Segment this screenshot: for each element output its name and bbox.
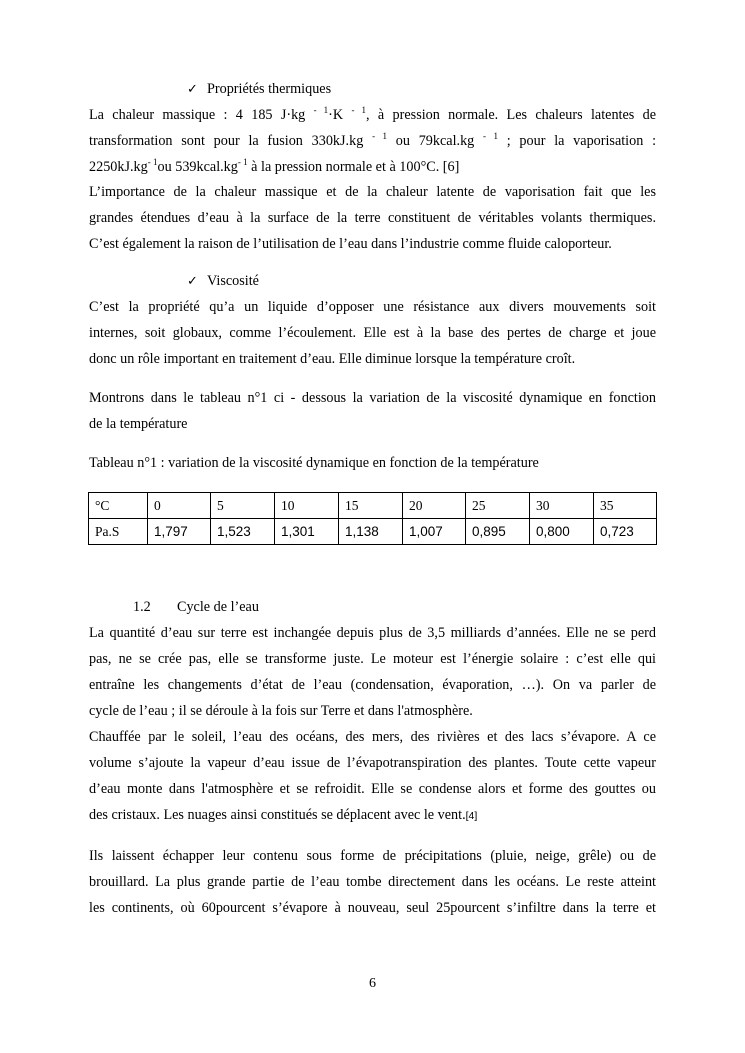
cycle-p3-line3: les continents, où 60pourcent s’évapore à nouveau, seul 25pourcent s’infiltre dans la terre et: [89, 900, 656, 916]
table-cell: 10: [275, 493, 339, 519]
cycle-p1-line2: pas, ne se crée pas, elle se transforme juste. Le moteur est l’énergie solaire : c’est elle qui: [89, 651, 656, 667]
thermal-heading: ✓ Propriétés thermiques: [187, 81, 332, 97]
citation-ref: [4]: [465, 810, 478, 822]
table-cell: 0,895: [466, 519, 530, 545]
cycle-p3-line2: brouillard. La plus grande partie de l’eau tombe directement dans les océans. Le reste atteint: [89, 874, 656, 890]
table-cell: 0,723: [594, 519, 657, 545]
checkmark-icon: ✓: [187, 274, 198, 289]
table-cell: 1,523: [211, 519, 275, 545]
section-number: 1.2: [133, 599, 151, 615]
table-caption: Tableau n°1 : variation de la viscosité dynamique en fonction de la température: [89, 455, 539, 471]
table-cell: 30: [530, 493, 594, 519]
table-cell: 5: [211, 493, 275, 519]
cycle-p1-line4: cycle de l’eau ; il se déroule à la fois sur Terre et dans l'atmosphère.: [89, 703, 473, 719]
thermal-p2-line1: L’importance de la chaleur massique et de la chaleur latente de vaporisation fait que les: [89, 184, 656, 200]
viscosity-table: [88, 492, 657, 545]
table-cell: 0: [148, 493, 211, 519]
checkmark-icon: ✓: [187, 82, 198, 97]
thermal-p2-line3: C’est également la raison de l’utilisation de l’eau dans l’industrie comme fluide caloporteur.: [89, 236, 612, 252]
cycle-p2-line2: volume s’ajoute la vapeur d’eau issue de l’évapotranspiration des plantes. Toute cette vapeur: [89, 755, 656, 771]
table-cell: 1,301: [275, 519, 339, 545]
table-cell: 1,007: [403, 519, 466, 545]
viscosity-p1-line2: internes, soit globaux, comme l’écoulement. Elle est à la base des pertes de charge et joue: [89, 325, 656, 341]
table-row-temperature: [89, 493, 657, 519]
table-cell: 15: [339, 493, 403, 519]
cycle-p2-line4: des cristaux. Les nuages ainsi constitués se déplacent avec le vent.[4]: [89, 807, 478, 823]
table-cell: °C: [89, 493, 148, 519]
thermal-p2-line2: grandes étendues d’eau à la surface de la terre constituent de véritables volants thermiques.: [89, 210, 656, 226]
thermal-p1-line1: La chaleur massique : 4 185 J·kg $^{- 1}$·K $^{- 1}$, à pression normale. Les chaleurs latentes de: [89, 105, 657, 123]
section-heading: [133, 598, 259, 616]
viscosity-heading: ✓ Viscosité: [187, 273, 259, 289]
table-cell: 0,800: [530, 519, 594, 545]
thermal-p1-line3: $2250kJ.kg^{- 1}ou$ $539kcal.kg^{- 1}$ à la pression normale et à 100°C. [6]: [89, 157, 460, 175]
table-cell: 1,138: [339, 519, 403, 545]
viscosity-p1-line3: donc un rôle important en traitement d’eau. Elle diminue lorsque la température croît.: [89, 351, 576, 367]
cycle-p1-line1: La quantité d’eau sur terre est inchangée depuis plus de 3,5 milliards d’années. Elle ne se perd: [89, 625, 656, 641]
table-cell: 25: [466, 493, 530, 519]
thermal-p1-line2: transformation sont pour la fusion 330kJ.kg $^{- 1}$ ou 79kcal.kg $^{- 1}$ ; pour la vaporisation :: [89, 131, 657, 149]
table-row-viscosity: [89, 519, 657, 545]
cycle-p1-line3: entraîne les changements d’état de l’eau (condensation, évaporation, …). On va parler de: [89, 677, 656, 693]
page-number: 6: [369, 976, 376, 991]
table-cell: 1,797: [148, 519, 211, 545]
section-title: Cycle de l’eau: [177, 599, 259, 615]
cycle-p2-line1: Chauffée par le soleil, l’eau des océans, des mers, des rivières et des lacs s’évapore. A ce: [89, 729, 656, 745]
cycle-p3-line1: Ils laissent échapper leur contenu sous forme de précipitations (pluie, neige, grêle) ou de: [89, 848, 656, 864]
viscosity-p1-line1: C’est la propriété qu’a un liquide d’opposer une résistance aux divers mouvements soit: [89, 299, 656, 315]
table-cell: 20: [403, 493, 466, 519]
table-cell: 35: [594, 493, 657, 519]
table-cell: Pa.S: [89, 519, 148, 545]
viscosity-p2-line1: Montrons dans le tableau n°1 ci - dessous la variation de la viscosité dynamique en fonction: [89, 390, 656, 406]
cycle-p2-line3: d’eau monte dans l'atmosphère et se refroidit. Elle se condense alors et forme des gouttes ou: [89, 781, 656, 797]
viscosity-p2-line2: de la température: [89, 416, 188, 432]
